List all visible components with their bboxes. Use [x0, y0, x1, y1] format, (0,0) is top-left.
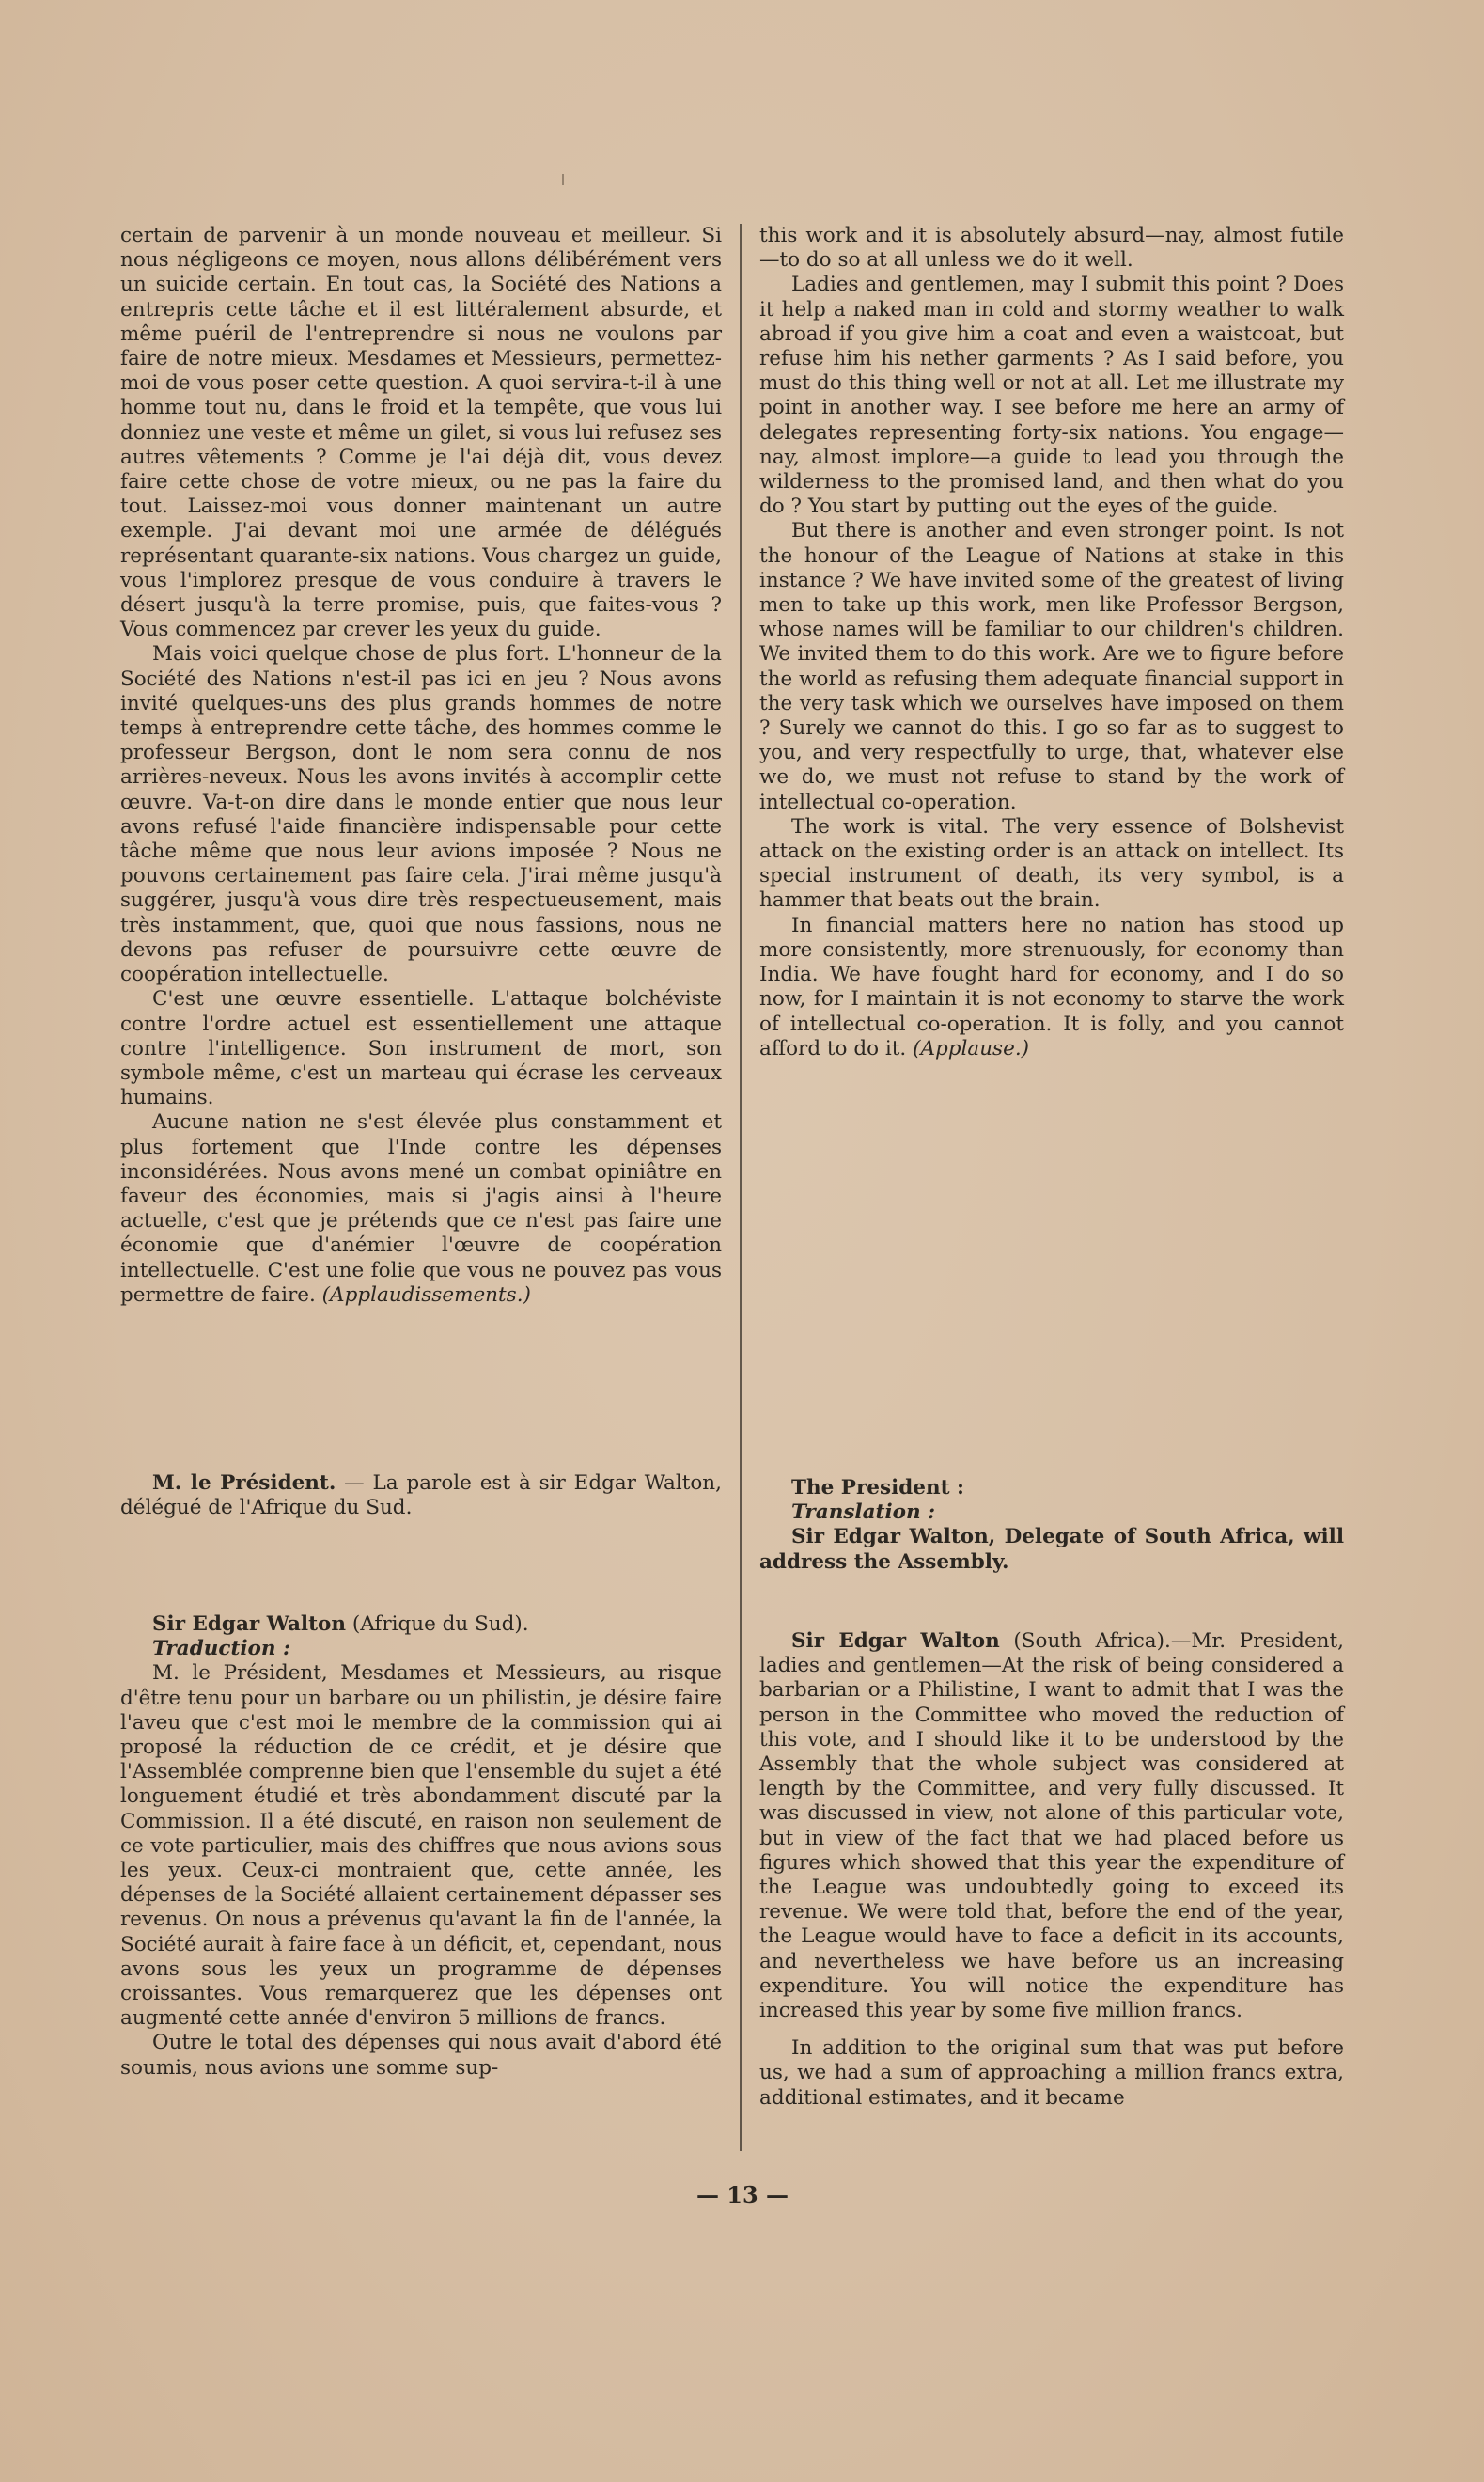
right-column-upper [759, 224, 1344, 1061]
right-paragraph: this work and it is absolutely absurd—nay, almost futile—to do so at all unless we do it well. [759, 224, 1344, 273]
left-paragraph: C'est une œuvre essentielle. L'attaque bolchéviste contre l'ordre actuel est essentiellement une attaque contre l'intelligence. Son instrument de mort, son symbole même, c'est un marteau qui écrase les cerveaux humains. [120, 987, 722, 1110]
left-paragraph [120, 1110, 722, 1308]
speaker-name: Sir Edgar Walton [152, 1612, 346, 1636]
translation-label: Traduction : [152, 1637, 290, 1661]
right-walton-block [759, 1629, 1344, 2111]
left-paragraph: M. le Président, Mesdames et Messieurs, au risque d'être tenu pour un barbare ou un philistin, je désire faire l'aveu que c'est moi le membre de la commission qui ai proposé la réduction de ce crédit, et je désire que l'Assemblée comprenne bien que l'ensemble du sujet a été longuement étudié et très abondamment discuté par la Commission. Il a été discuté, en raison non seulement de ce vote particulier, mais des chiffres que nous avions sous les yeux. Ceux-ci montraient que, cette année, les dépenses de la Société allaient certainement dépasser ses revenus. On nous a prévenus qu'avant la fin de l'année, la Société aurait à faire face à un déficit, et, cependant, nous avons sous les yeux un programme de dépenses croissantes. Vous remarquerez que les dépenses ont augmenté cette année d'environ 5 millions de francs. [120, 1661, 722, 2031]
left-president-block [120, 1471, 722, 1520]
translation-text: Sir Edgar Walton, Delegate of South Africa, will address the Assembly. [759, 1525, 1344, 1574]
right-paragraph [759, 1629, 1344, 2023]
right-paragraph: Ladies and gentlemen, may I submit this point ? Does it help a naked man in cold and stormy weather to walk abroad if you give him a coat and even a waistcoat, but refuse him his nether garments ? As I said before, you must do this thing well or not at all. Let me illustrate my point in another way. I see before me here an army of delegates representing forty-six nations. You engage—nay, almost implore—a guide to lead you through the wilderness to the promised land, and then what do you do ? You start by putting out the eyes of the guide. [759, 273, 1344, 519]
president-paragraph [120, 1471, 722, 1520]
right-president-block [759, 1476, 1344, 1575]
right-paragraph: The work is vital. The very essence of Bolshevist attack on the existing order is an attack on intellect. Its special instrument of death, its very symbol, is a hammer that beats out the brain. [759, 814, 1344, 913]
translation-label: Translation : [791, 1500, 936, 1525]
applause-note: (Applaudissements.) [321, 1282, 531, 1307]
president-text: — La parole est à sir Edgar Walton, délégué de l'Afrique du Sud. [120, 1471, 722, 1520]
left-paragraph: Mais voici quelque chose de plus fort. L'honneur de la Société des Nations n'est-il pas ici en jeu ? Nous avons invité quelques-uns des plus grands hommes de notre temps à entreprendre cette tâche, des hommes comme le professeur Bergson, dont le nom sera connu de nos arrières-neveux. Nous les avons invités à accomplir cette œuvre. Va-t-on dire dans le monde entier que nous leur avons refusé l'aide financière indispensable pour cette tâche même que nous leur avions imposée ? Nous ne pouvons certainement pas faire cela. J'irai même jusqu'à suggérer, jusqu'à vous dire très respectueusement, mais très instamment, que, quoi que nous fassions, nous ne devons pas refuser de poursuivre cette œuvre de coopération intellectuelle. [120, 642, 722, 987]
left-walton-block [120, 1612, 722, 2081]
president-heading: The President : [791, 1476, 964, 1500]
left-paragraph: certain de parvenir à un monde nouveau et meilleur. Si nous négligeons ce moyen, nous allons délibérément vers un suicide certain. En tout cas, la Société des Nations a entrepris cette tâche et il est littéralement absurde, et même puéril de l'entreprendre si nous ne voulons par faire de notre mieux. Mesdames et Messieurs, permettez-moi de vous poser cette question. A quoi servira-t-il à une homme tout nu, dans le froid et la tempête, que vous lui donniez une veste et même un gilet, si vous lui refusez ses autres vêtements ? Comme je l'ai déjà dit, vous devez faire cette chose de votre mieux, ou ne pas la faire du tout. Laissez-moi vous donner maintenant un autre exemple. J'ai devant moi une armée de délégués représentant quarante-six nations. Vous chargez un guide, vous l'implorez presque de vous conduire à travers le désert jusqu'à la terre promise, puis, que faites-vous ? Vous commencez par crever les yeux du guide. [120, 224, 722, 642]
walton-text: (South Africa).—Mr. President, ladies and gentlemen—At the risk of being considered a barbarian or a Philistine, I want to admit that I was the person in the Committee who moved the reduction of this vote, and I should like it to be understood by the Assembly that the whole subject was considered at length by the Committee, and very fully discussed. It was discussed in view, not alone of this particular vote, but in view of the fact that we had placed before us figures which showed that this year the expenditure of the League was undoubtedly going to exceed its revenue. We were told that, before the end of the year, the League would have to face a deficit in its accounts, and nevertheless we have before us an increasing expenditure. You will notice the expenditure has increased this year by some five million francs. [759, 1629, 1344, 2023]
speaker-country: (Afrique du Sud). [345, 1612, 529, 1636]
speaker-name: M. le Président. [152, 1471, 336, 1495]
left-paragraph-text: Aucune nation ne s'est élevée plus constamment et plus fortement que l'Inde contre les dépenses inconsidérées. Nous avons mené un combat opiniâtre en faveur des économies, mais si j'agis ainsi à l'heure actuelle, c'est que je prétends que ce n'est pas faire une économie que d'anémier l'œuvre de coopération intellectuelle. C'est une folie que vous ne pouvez pas vous permettre de faire. [120, 1110, 722, 1307]
scan-mark [562, 174, 564, 185]
right-paragraph: In addition to the original sum that was put before us, we had a sum of approaching a million francs extra, additional estimates, and it became [759, 2036, 1344, 2110]
left-column-upper [120, 224, 722, 1308]
page-number: — 13 — [695, 2181, 789, 2208]
speaker-name: Sir Edgar Walton [791, 1629, 1000, 1653]
right-paragraph: But there is another and even stronger point. Is not the honour of the League of Nations at stake in this instance ? We have invited some of the greatest of living men to take up this work, men like Professor Bergson, whose names will be familiar to our children's children. We invited them to do this work. Are we to figure before the world as refusing them adequate financial support in the very task which we ourselves have imposed on them ? Surely we cannot do this. I go so far as to suggest to you, and very respectfully to urge, that, whatever else we do, we must not refuse to stand by the work of intellectual co-operation. [759, 519, 1344, 814]
column-divider [740, 224, 742, 2151]
right-paragraph-text: In financial matters here no nation has stood up more consistently, more strenuously, for economy than India. We have fought hard for economy, and I do so now, for I maintain it is not economy to starve the work of intellectual co-operation. It is folly, and you cannot afford to do it. [759, 913, 1344, 1060]
walton-heading [120, 1612, 722, 1637]
right-paragraph [759, 914, 1344, 1061]
left-paragraph: Outre le total des dépenses qui nous avait d'abord été soumis, nous avions une somme sup- [120, 2031, 722, 2080]
applause-note: (Applause.) [913, 1036, 1030, 1060]
